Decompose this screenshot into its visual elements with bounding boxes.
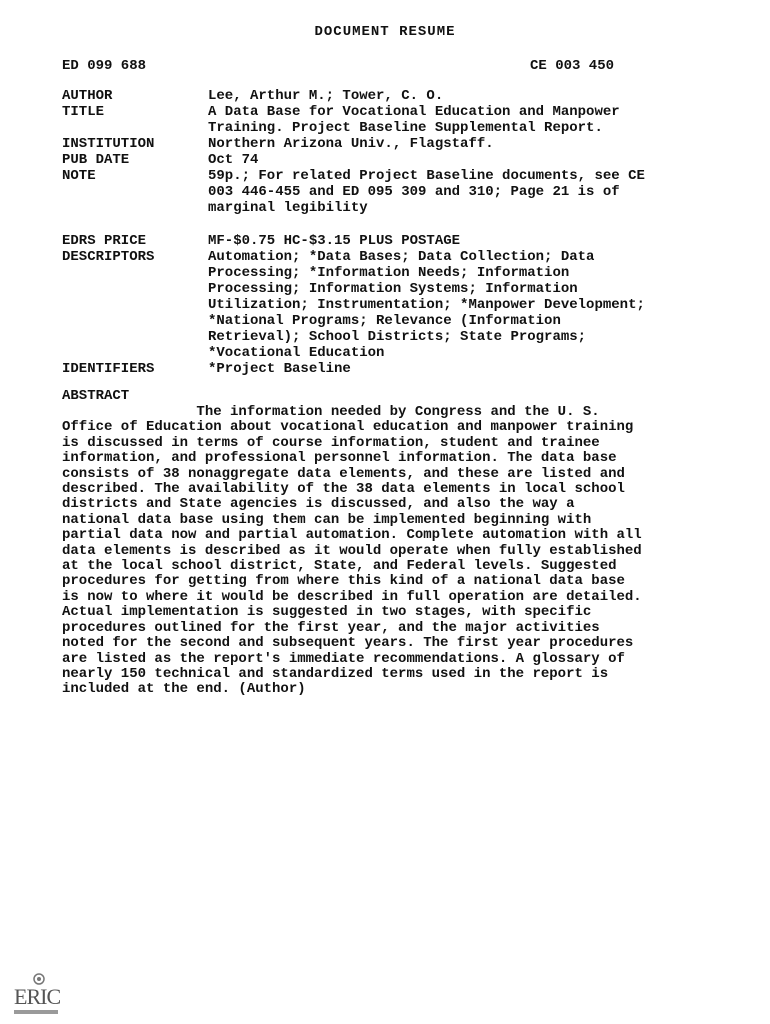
abstract-line: noted for the second and subsequent years. The first year procedures xyxy=(62,635,634,652)
field-descriptors xyxy=(62,249,702,361)
field-value: marginal legibility xyxy=(208,200,368,216)
abstract-line: is discussed in terms of course information, student and trainee xyxy=(62,434,600,451)
eric-logo-bar xyxy=(14,1010,58,1014)
field-value: Training. Project Baseline Supplemental Report. xyxy=(208,120,603,136)
field-value: Retrieval); School Districts; State Programs; xyxy=(208,329,587,345)
field-value: 59p.; For related Project Baseline documents, see CE xyxy=(208,168,645,184)
field-value: *Vocational Education xyxy=(208,345,385,361)
field-identifiers xyxy=(62,361,702,377)
abstract-body xyxy=(62,405,712,698)
field-value: Automation; *Data Bases; Data Collection; Data xyxy=(208,249,595,265)
abstract-line: procedures for getting from where this kind of a national data base xyxy=(62,573,625,590)
abstract-line: Office of Education about vocational education and manpower training xyxy=(62,419,634,436)
field-value: Northern Arizona Univ., Flagstaff. xyxy=(208,136,494,152)
field-label: INSTITUTION xyxy=(62,136,155,152)
abstract-label: ABSTRACT xyxy=(62,388,130,404)
field-value: *Project Baseline xyxy=(208,361,351,377)
abstract-line: national data base using them can be implemented beginning with xyxy=(62,511,592,528)
document-title: DOCUMENT RESUME xyxy=(314,24,456,40)
field-value: MF-$0.75 HC-$3.15 PLUS POSTAGE xyxy=(208,233,461,249)
field-value: Utilization; Instrumentation; *Manpower Development; xyxy=(208,297,645,313)
field-edrs-price xyxy=(62,233,702,249)
abstract-line: at the local school district, State, and Federal levels. Suggested xyxy=(62,558,617,575)
abstract-line: consists of 38 nonaggregate data elements, and these are listed and xyxy=(62,465,625,482)
field-title xyxy=(62,104,702,136)
field-label: DESCRIPTORS xyxy=(62,249,155,265)
field-value: Oct 74 xyxy=(208,152,259,168)
field-institution xyxy=(62,136,702,152)
abstract-line: are listed as the report's immediate recommendations. A glossary of xyxy=(62,650,625,667)
abstract-line: nearly 150 technical and standardized terms used in the report is xyxy=(62,665,609,682)
field-note xyxy=(62,168,702,216)
abstract-line: Actual implementation is suggested in two stages, with specific xyxy=(62,604,592,621)
field-value: A Data Base for Vocational Education and Manpower xyxy=(208,104,620,120)
abstract-line: The information needed by Congress and the U. S. xyxy=(62,404,600,420)
eric-logo-text: ERIC xyxy=(14,984,61,1009)
ce-number: CE 003 450 xyxy=(530,58,615,74)
abstract-line: data elements is described as it would operate when fully established xyxy=(62,542,642,559)
abstract-line: procedures outlined for the first year, and the major activities xyxy=(62,619,600,636)
field-value: Processing; *Information Needs; Information xyxy=(208,265,570,281)
field-label: EDRS PRICE xyxy=(62,233,147,249)
abstract-line: included at the end. (Author) xyxy=(62,681,306,698)
field-label: AUTHOR xyxy=(62,88,113,104)
field-value: 003 446-455 and ED 095 309 and 310; Page 21 is of xyxy=(208,184,620,200)
ed-number: ED 099 688 xyxy=(62,58,147,74)
eric-logo xyxy=(14,972,61,1016)
field-author xyxy=(62,88,702,104)
field-value: Processing; Information Systems; Information xyxy=(208,281,578,297)
abstract-line: described. The availability of the 38 data elements in local school xyxy=(62,481,625,498)
field-pub-date xyxy=(62,152,702,168)
abstract-line: partial data now and partial automation. Complete automation with all xyxy=(62,527,642,544)
field-label: TITLE xyxy=(62,104,105,120)
abstract-line: information, and professional personnel information. The data base xyxy=(62,450,617,467)
abstract-line: is now to where it would be described in full operation are detailed. xyxy=(62,588,642,605)
abstract-line: districts and State agencies is discussed, and also the way a xyxy=(62,496,575,513)
field-label: NOTE xyxy=(62,168,96,184)
field-label: PUB DATE xyxy=(62,152,130,168)
field-label: IDENTIFIERS xyxy=(62,361,155,377)
metadata-fields xyxy=(62,88,702,377)
field-value: *National Programs; Relevance (Information xyxy=(208,313,561,329)
field-value: Lee, Arthur M.; Tower, C. O. xyxy=(208,88,444,104)
